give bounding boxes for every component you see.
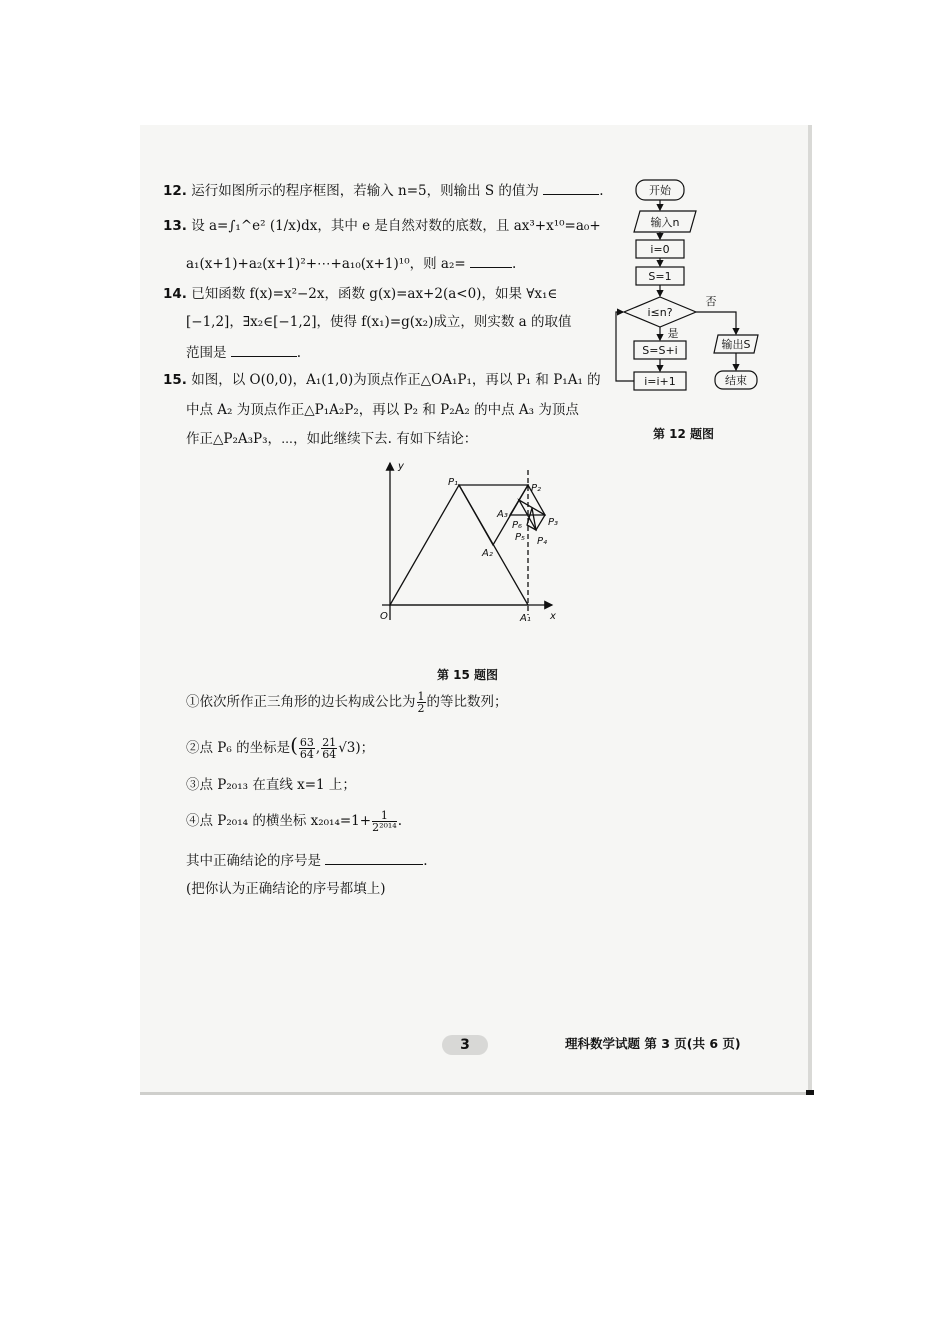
question-text: [−1,2]，∃x₂∈[−1,2]，使得 f(x₁)=g(x₂)成立，则实数 a 的取值 [186, 314, 572, 330]
question-text: 范围是 [186, 345, 227, 361]
answer-line: 其中正确结论的序号是 . [186, 850, 428, 870]
question-15-line-2 [186, 401, 579, 419]
fraction: $\frac{21}{64}$ [322, 736, 337, 761]
label-P4: P₄ [537, 536, 548, 547]
flow-condition-label: i≤n? [647, 306, 673, 319]
conclusion-1: ①依次所作正三角形的边长构成公比为 $\frac{1}{2}$ 的等比数列； [186, 690, 508, 715]
flow-input-label: 输入n [650, 216, 680, 229]
triangle-OA1P1 [390, 485, 528, 605]
question-number: 12. [163, 183, 187, 199]
question-text: 运行如图所示的程序框图，若输入 n=5，则输出 S 的值为 [191, 183, 539, 199]
scan-edge [140, 1092, 812, 1095]
question-15-line-3 [186, 430, 477, 448]
figure-15-caption: 第 15 题图 [437, 668, 499, 682]
question-13-line-1 [163, 217, 601, 235]
question-13-line-2: a₁(x+1)+a₂(x+1)²+⋯+a₁₀(x+1)¹⁰，则 a₂= . [186, 253, 516, 273]
flow-output-label: 输出S [721, 338, 751, 351]
label-P1: P₁ [448, 477, 459, 488]
question-number: 13. [163, 218, 187, 234]
flow-yes-label: 是 [667, 327, 679, 340]
flowchart-figure-12 [610, 175, 790, 445]
answer-blank[interactable] [325, 850, 423, 865]
label-P3: P₃ [548, 517, 559, 528]
fraction: $\frac{63}{64}$ [299, 736, 314, 761]
page-number-badge: 3 [442, 1035, 488, 1055]
flow-no-label: 否 [705, 295, 717, 308]
flow-init-s-label: S=1 [648, 270, 672, 283]
question-12: 12. 运行如图所示的程序框图，若输入 n=5，则输出 S 的值为 . [163, 180, 604, 200]
question-text: 作正△P₂A₃P₃，⋯，如此继续下去. 有如下结论： [186, 431, 478, 447]
question-number: 14. [163, 286, 187, 302]
flow-start-label: 开始 [649, 184, 671, 197]
question-text: a₁(x+1)+a₂(x+1)²+⋯+a₁₀(x+1)¹⁰，则 a₂= [186, 256, 466, 272]
question-number: 15. [163, 372, 187, 388]
origin-label: O [380, 611, 388, 622]
answer-blank[interactable] [231, 342, 297, 357]
question-14-line-3: 范围是 . [186, 342, 301, 362]
y-axis-label: y [398, 461, 404, 472]
x-axis-label: x [550, 611, 556, 622]
label-P2: P₂ [531, 483, 542, 494]
question-text: 如图，以 O(0,0)，A₁(1,0)为顶点作正△OA₁P₁，再以 P₁ 和 P₁A₁ 的 [191, 372, 601, 388]
fraction: $\frac{1}{\text{2²⁰¹⁴}}$ [372, 809, 397, 834]
question-text: 已知函数 f(x)=x²−2x，函数 g(x)=ax+2(a<0)，如果 ∀x₁∈ [191, 286, 558, 302]
flow-update-s-label: S=S+i [642, 344, 678, 357]
conclusion-4: ④点 P₂₀₁₄ 的横坐标 x₂₀₁₄=1+ $\frac{1}{\text{2²⁰¹⁴}}$ . [186, 809, 403, 834]
scan-edge [808, 125, 812, 1095]
label-A1: A₁ [520, 613, 531, 624]
question-14-line-2 [186, 313, 571, 331]
fraction: $\frac{1}{2}$ [417, 690, 425, 715]
label-A3: A₃ [497, 509, 508, 520]
question-14-line-1 [163, 285, 557, 303]
figure-15-triangles [360, 455, 580, 630]
flow-init-i-label: i=0 [650, 243, 670, 256]
flow-end-label: 结束 [725, 374, 747, 387]
figure-12-caption: 第 12 题图 [653, 427, 715, 441]
flow-update-i-label: i=i+1 [644, 375, 676, 388]
conclusion-2: ②点 P₆ 的坐标是( $\frac{63}{64}$ , $\frac{21}{64}$ √3)； [186, 733, 375, 761]
label-P5: P₅ [515, 532, 526, 543]
question-text: 中点 A₂ 为顶点作正△P₁A₂P₂，再以 P₂ 和 P₂A₂ 的中点 A₃ 为顶点 [186, 402, 579, 418]
question-text: 设 a=∫₁^e² (1/x)dx，其中 e 是自然对数的底数，且 ax³+x¹⁰=a₀+ [191, 218, 601, 234]
answer-blank[interactable] [543, 180, 599, 195]
question-15-line-1 [163, 371, 601, 389]
page-footer: 理科数学试题 第 3 页(共 6 页) [565, 1036, 741, 1051]
label-P6: P₆ [512, 520, 523, 531]
answer-blank[interactable] [470, 253, 512, 268]
label-A2: A₂ [482, 548, 493, 559]
answer-hint: (把你认为正确结论的序号都填上) [186, 881, 386, 897]
scan-mark [806, 1090, 814, 1095]
conclusion-3: ③点 P₂₀₁₃ 在直线 x=1 上； [186, 777, 356, 793]
